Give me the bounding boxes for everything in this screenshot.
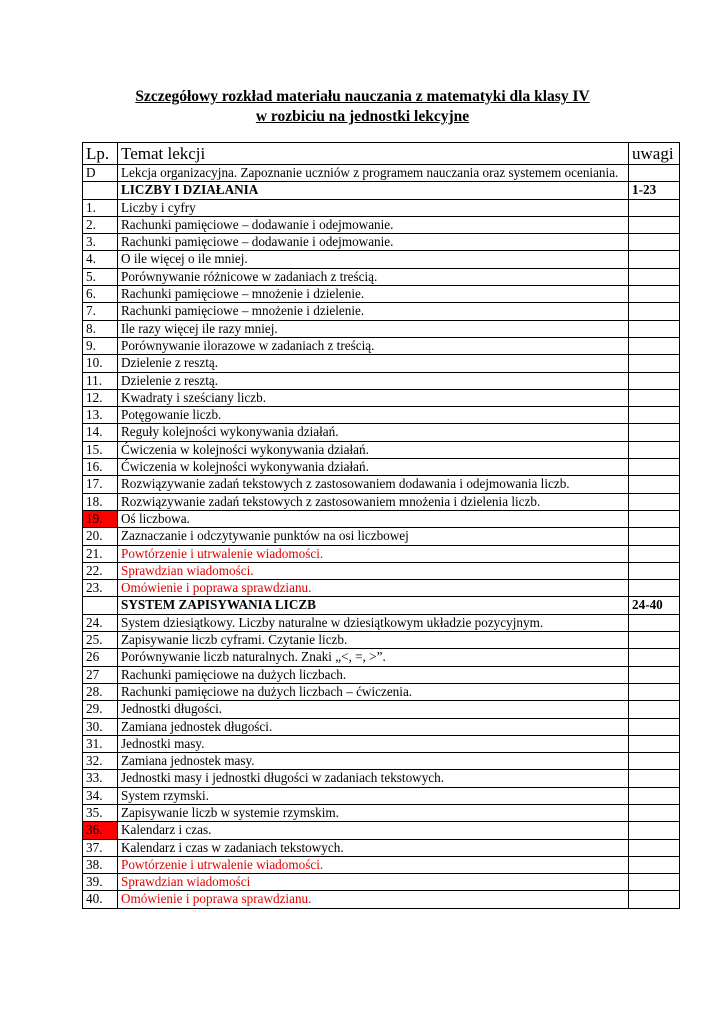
lesson-notes	[629, 424, 680, 441]
lesson-notes	[629, 493, 680, 510]
header-topic: Temat lekcji	[118, 143, 629, 165]
lesson-notes	[629, 216, 680, 233]
lesson-number: 5.	[83, 268, 118, 285]
table-row	[83, 476, 680, 493]
lesson-number	[83, 182, 118, 199]
lesson-topic: Zapisywanie liczb w systemie rzymskim.	[118, 804, 629, 821]
lesson-notes	[629, 545, 680, 562]
lesson-number: 22.	[83, 562, 118, 579]
lesson-notes	[629, 459, 680, 476]
lesson-notes	[629, 770, 680, 787]
lesson-number: 2.	[83, 216, 118, 233]
lesson-notes	[629, 874, 680, 891]
lesson-topic: Rozwiązywanie zadań tekstowych z zastosowaniem mnożenia i dzielenia liczb.	[118, 493, 629, 510]
lesson-number: 25.	[83, 632, 118, 649]
table-row	[83, 718, 680, 735]
lesson-notes	[629, 649, 680, 666]
lesson-number: 24.	[83, 614, 118, 631]
lesson-number: 26	[83, 649, 118, 666]
lesson-number: 34.	[83, 787, 118, 804]
lesson-topic: Ćwiczenia w kolejności wykonywania działań.	[118, 459, 629, 476]
lesson-plan-table	[82, 142, 680, 909]
lesson-topic: Oś liczbowa.	[118, 510, 629, 527]
lesson-notes	[629, 389, 680, 406]
header-notes: uwagi	[629, 143, 680, 165]
lesson-topic: Sprawdzian wiadomości.	[118, 562, 629, 579]
lesson-topic: Rachunki pamięciowe na dużych liczbach.	[118, 666, 629, 683]
lesson-topic: Kalendarz i czas.	[118, 822, 629, 839]
table-row	[83, 856, 680, 873]
table-row	[83, 251, 680, 268]
table-row	[83, 441, 680, 458]
lesson-number: 29.	[83, 701, 118, 718]
lesson-number: 31.	[83, 735, 118, 752]
lesson-topic: System rzymski.	[118, 787, 629, 804]
table-row	[83, 165, 680, 182]
table-row	[83, 459, 680, 476]
lesson-notes: 24-40	[629, 597, 680, 614]
lesson-topic: Liczby i cyfry	[118, 199, 629, 216]
lesson-topic: Porównywanie różnicowe w zadaniach z treścią.	[118, 268, 629, 285]
lesson-number: 19.	[83, 510, 118, 527]
table-row	[83, 666, 680, 683]
section-row	[83, 182, 680, 199]
lesson-number: 10.	[83, 355, 118, 372]
table-row	[83, 216, 680, 233]
lesson-topic: Zaznaczanie i odczytywanie punktów na osi liczbowej	[118, 528, 629, 545]
lesson-number: 15.	[83, 441, 118, 458]
lesson-number	[83, 597, 118, 614]
lesson-number: 6.	[83, 286, 118, 303]
lesson-topic: Jednostki masy.	[118, 735, 629, 752]
lesson-topic: Powtórzenie i utrwalenie wiadomości.	[118, 545, 629, 562]
lesson-topic: Porównywanie ilorazowe w zadaniach z treścią.	[118, 337, 629, 354]
lesson-notes	[629, 510, 680, 527]
lesson-notes	[629, 614, 680, 631]
lesson-number: 32.	[83, 753, 118, 770]
table-row	[83, 614, 680, 631]
table-row	[83, 528, 680, 545]
lesson-topic: O ile więcej o ile mniej.	[118, 251, 629, 268]
table-row	[83, 199, 680, 216]
lesson-topic: Dzielenie z resztą.	[118, 355, 629, 372]
table-row	[83, 493, 680, 510]
lesson-notes	[629, 355, 680, 372]
table-row	[83, 303, 680, 320]
lesson-topic: Rachunki pamięciowe na dużych liczbach – ćwiczenia.	[118, 683, 629, 700]
table-row	[83, 372, 680, 389]
table-row	[83, 562, 680, 579]
lesson-notes	[629, 856, 680, 873]
table-row	[83, 770, 680, 787]
lesson-topic: Rachunki pamięciowe – dodawanie i odejmowanie.	[118, 216, 629, 233]
lesson-notes	[629, 528, 680, 545]
lesson-notes	[629, 632, 680, 649]
table-row	[83, 580, 680, 597]
lesson-notes	[629, 891, 680, 908]
lesson-number: 9.	[83, 337, 118, 354]
lesson-topic: Omówienie i poprawa sprawdzianu.	[118, 891, 629, 908]
lesson-number: 13.	[83, 407, 118, 424]
lesson-notes	[629, 804, 680, 821]
table-row	[83, 545, 680, 562]
lesson-topic: Zamiana jednostek długości.	[118, 718, 629, 735]
table-row	[83, 701, 680, 718]
lesson-number: 33.	[83, 770, 118, 787]
lesson-number: 40.	[83, 891, 118, 908]
lesson-notes	[629, 303, 680, 320]
lesson-number: 8.	[83, 320, 118, 337]
table-row	[83, 268, 680, 285]
lesson-number: 36.	[83, 822, 118, 839]
lesson-topic: Dzielenie z resztą.	[118, 372, 629, 389]
lesson-notes	[629, 666, 680, 683]
lesson-number: 1.	[83, 199, 118, 216]
table-row	[83, 804, 680, 821]
table-row	[83, 753, 680, 770]
lesson-number: 37.	[83, 839, 118, 856]
table-row	[83, 389, 680, 406]
lesson-notes	[629, 839, 680, 856]
lesson-notes	[629, 753, 680, 770]
lesson-notes	[629, 372, 680, 389]
lesson-notes	[629, 441, 680, 458]
table-row	[83, 874, 680, 891]
lesson-topic: Sprawdzian wiadomości	[118, 874, 629, 891]
lesson-number: 11.	[83, 372, 118, 389]
lesson-notes: 1-23	[629, 182, 680, 199]
lesson-number: 16.	[83, 459, 118, 476]
lesson-notes	[629, 787, 680, 804]
lesson-topic: Zamiana jednostek masy.	[118, 753, 629, 770]
lesson-notes	[629, 199, 680, 216]
lesson-number: 14.	[83, 424, 118, 441]
document-subtitle: w rozbiciu na jednostki lekcyjne	[255, 108, 470, 125]
lesson-topic: Omówienie i poprawa sprawdzianu.	[118, 580, 629, 597]
lesson-notes	[629, 286, 680, 303]
table-row	[83, 407, 680, 424]
lesson-topic: Lekcja organizacyjna. Zapoznanie uczniów z programem nauczania oraz systemem oceniania.	[118, 165, 629, 182]
table-row	[83, 787, 680, 804]
table-row	[83, 286, 680, 303]
table-row	[83, 839, 680, 856]
lesson-notes	[629, 165, 680, 182]
lesson-topic: Jednostki masy i jednostki długości w zadaniach tekstowych.	[118, 770, 629, 787]
lesson-number: 7.	[83, 303, 118, 320]
lesson-number: 23.	[83, 580, 118, 597]
lesson-number: 30.	[83, 718, 118, 735]
header-lp: Lp.	[83, 143, 118, 165]
lesson-topic: Jednostki długości.	[118, 701, 629, 718]
table-header-row	[83, 143, 680, 165]
lesson-notes	[629, 701, 680, 718]
table-row	[83, 891, 680, 908]
section-row	[83, 597, 680, 614]
lesson-notes	[629, 735, 680, 752]
lesson-topic: Reguły kolejności wykonywania działań.	[118, 424, 629, 441]
lesson-notes	[629, 407, 680, 424]
lesson-number: 28.	[83, 683, 118, 700]
lesson-topic: System dziesiątkowy. Liczby naturalne w dziesiątkowym układzie pozycyjnym.	[118, 614, 629, 631]
lesson-number: D	[83, 165, 118, 182]
table-row	[83, 320, 680, 337]
lesson-number: 4.	[83, 251, 118, 268]
table-row	[83, 683, 680, 700]
lesson-notes	[629, 320, 680, 337]
lesson-number: 27	[83, 666, 118, 683]
lesson-topic: Ćwiczenia w kolejności wykonywania działań.	[118, 441, 629, 458]
table-row	[83, 424, 680, 441]
lesson-number: 3.	[83, 234, 118, 251]
lesson-topic: Zapisywanie liczb cyframi. Czytanie liczb.	[118, 632, 629, 649]
lesson-topic: Potęgowanie liczb.	[118, 407, 629, 424]
lesson-topic: Rozwiązywanie zadań tekstowych z zastosowaniem dodawania i odejmowania liczb.	[118, 476, 629, 493]
lesson-notes	[629, 718, 680, 735]
table-row	[83, 234, 680, 251]
lesson-topic: Ile razy więcej ile razy mniej.	[118, 320, 629, 337]
lesson-notes	[629, 234, 680, 251]
lesson-notes	[629, 268, 680, 285]
section-title: LICZBY I DZIAŁANIA	[118, 182, 629, 199]
section-title: SYSTEM ZAPISYWANIA LICZB	[118, 597, 629, 614]
lesson-topic: Kalendarz i czas w zadaniach tekstowych.	[118, 839, 629, 856]
lesson-number: 21.	[83, 545, 118, 562]
table-row	[83, 822, 680, 839]
lesson-notes	[629, 822, 680, 839]
lesson-number: 18.	[83, 493, 118, 510]
table-row	[83, 735, 680, 752]
table-row	[83, 649, 680, 666]
lesson-topic: Kwadraty i sześciany liczb.	[118, 389, 629, 406]
lesson-topic: Rachunki pamięciowe – mnożenie i dzielenie.	[118, 303, 629, 320]
lesson-notes	[629, 476, 680, 493]
lesson-notes	[629, 337, 680, 354]
lesson-number: 35.	[83, 804, 118, 821]
lesson-notes	[629, 251, 680, 268]
lesson-number: 20.	[83, 528, 118, 545]
lesson-topic: Rachunki pamięciowe – mnożenie i dzielenie.	[118, 286, 629, 303]
lesson-topic: Rachunki pamięciowe – dodawanie i odejmowanie.	[118, 234, 629, 251]
table-row	[83, 337, 680, 354]
lesson-notes	[629, 683, 680, 700]
table-row	[83, 510, 680, 527]
lesson-number: 17.	[83, 476, 118, 493]
lesson-number: 38.	[83, 856, 118, 873]
lesson-topic: Powtórzenie i utrwalenie wiadomości.	[118, 856, 629, 873]
lesson-notes	[629, 580, 680, 597]
table-row	[83, 632, 680, 649]
document-title: Szczegółowy rozkład materiału nauczania z matematyki dla klasy IV	[135, 88, 590, 105]
table-row	[83, 355, 680, 372]
lesson-notes	[629, 562, 680, 579]
lesson-number: 12.	[83, 389, 118, 406]
lesson-topic: Porównywanie liczb naturalnych. Znaki „<, =, >”.	[118, 649, 629, 666]
lesson-number: 39.	[83, 874, 118, 891]
